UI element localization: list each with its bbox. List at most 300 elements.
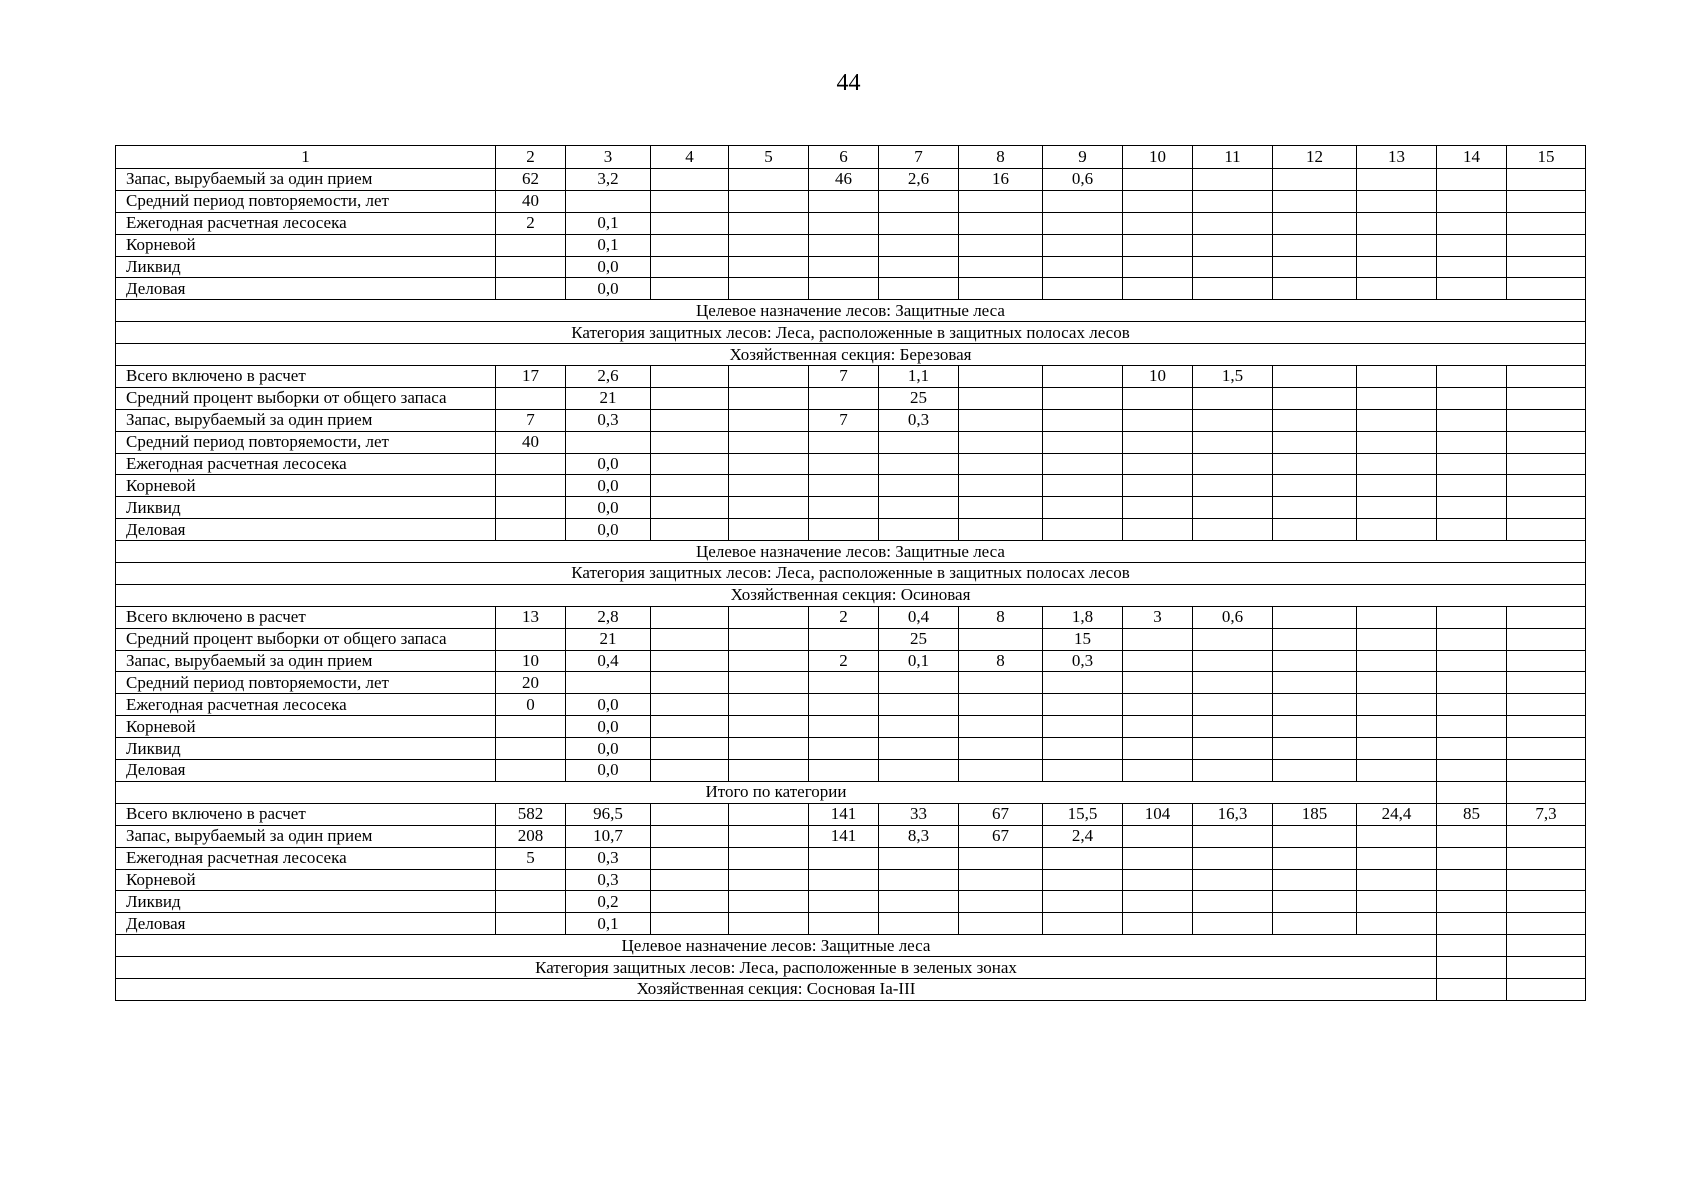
table-cell: 8,3: [879, 825, 959, 847]
table-cell: [729, 234, 809, 256]
table-cell: [1357, 716, 1437, 738]
table-cell: [651, 847, 729, 869]
section-heading: Категория защитных лесов: Леса, расположенные в защитных полосах лесов: [116, 563, 1586, 585]
table-cell: [651, 256, 729, 278]
table-cell: [959, 519, 1043, 541]
table-cell: [1357, 475, 1437, 497]
table-cell: [1437, 169, 1507, 191]
column-number-header: 5: [729, 146, 809, 169]
table-cell: [1357, 650, 1437, 672]
section-heading: Целевое назначение лесов: Защитные леса: [116, 935, 1437, 957]
table-cell: [1193, 760, 1273, 782]
table-cell: [1193, 212, 1273, 234]
table-cell: [1357, 409, 1437, 431]
table-cell: [1273, 825, 1357, 847]
table-row: [116, 169, 1586, 191]
table-cell: [651, 628, 729, 650]
table-cell: [1273, 366, 1357, 388]
table-cell: [651, 650, 729, 672]
table-cell: 0,0: [566, 760, 651, 782]
table-cell: 13: [496, 606, 566, 628]
table-cell: [1357, 366, 1437, 388]
table-cell: 0,3: [566, 847, 651, 869]
table-cell: [1273, 847, 1357, 869]
table-cell: 2,4: [1043, 825, 1123, 847]
table-cell: [1273, 212, 1357, 234]
table-cell: [959, 738, 1043, 760]
table-cell: [1507, 891, 1586, 913]
table-cell: [1357, 278, 1437, 300]
section-heading: Итого по категории: [116, 781, 1437, 803]
table-cell: [879, 760, 959, 782]
table-cell: [651, 409, 729, 431]
table-row: [116, 497, 1586, 519]
row-label: Всего включено в расчет: [116, 606, 496, 628]
table-cell: [1437, 190, 1507, 212]
table-cell: 0: [496, 694, 566, 716]
table-cell: [1043, 387, 1123, 409]
column-number-header: 3: [566, 146, 651, 169]
table-cell: [1357, 453, 1437, 475]
table-row: [116, 847, 1586, 869]
table-cell: [1507, 387, 1586, 409]
table-cell: [1043, 475, 1123, 497]
table-cell: 3: [1123, 606, 1193, 628]
table-cell: 3,2: [566, 169, 651, 191]
table-cell: 0,3: [1043, 650, 1123, 672]
table-cell: [1273, 278, 1357, 300]
table-cell: [1507, 869, 1586, 891]
table-cell: [1507, 694, 1586, 716]
forest-calculation-table: [115, 145, 1586, 1001]
table-cell: [1193, 519, 1273, 541]
row-label: Средний период повторяемости, лет: [116, 672, 496, 694]
row-label: Ежегодная расчетная лесосека: [116, 694, 496, 716]
table-cell: 582: [496, 803, 566, 825]
table-cell: [809, 913, 879, 935]
table-row: [116, 387, 1586, 409]
section-heading-row: [116, 344, 1586, 366]
table-cell: [1437, 847, 1507, 869]
table-cell: [1273, 760, 1357, 782]
section-heading-row: [116, 935, 1586, 957]
table-cell: [809, 694, 879, 716]
table-cell: [1043, 672, 1123, 694]
table-cell: 7: [496, 409, 566, 431]
table-cell: [1437, 760, 1507, 782]
table-cell: 0,1: [879, 650, 959, 672]
table-cell: [959, 387, 1043, 409]
table-cell: [1043, 891, 1123, 913]
column-number-header: 2: [496, 146, 566, 169]
table-row: [116, 475, 1586, 497]
table-cell: [1507, 738, 1586, 760]
column-number-header: 9: [1043, 146, 1123, 169]
table-cell: 40: [496, 190, 566, 212]
table-cell: [809, 519, 879, 541]
table-cell: [1273, 475, 1357, 497]
section-heading-row: [116, 563, 1586, 585]
table-row: [116, 453, 1586, 475]
table-cell: 25: [879, 628, 959, 650]
row-label: Средний процент выборки от общего запаса: [116, 628, 496, 650]
table-cell: [1273, 497, 1357, 519]
table-cell: [496, 869, 566, 891]
section-heading-row: [116, 978, 1586, 1000]
table-cell: [1043, 190, 1123, 212]
table-cell: [1193, 869, 1273, 891]
table-cell: [1437, 606, 1507, 628]
table-cell: [1193, 190, 1273, 212]
table-cell: [809, 387, 879, 409]
table-cell: 0,0: [566, 278, 651, 300]
row-label: Средний период повторяемости, лет: [116, 431, 496, 453]
table-cell: [1357, 738, 1437, 760]
table-cell: [1193, 278, 1273, 300]
table-cell: [1043, 519, 1123, 541]
table-cell: [1437, 694, 1507, 716]
table-row: [116, 913, 1586, 935]
table-cell: [879, 891, 959, 913]
table-cell: [729, 672, 809, 694]
table-cell: [496, 453, 566, 475]
table-cell: [651, 606, 729, 628]
row-label: Корневой: [116, 716, 496, 738]
table-cell: [729, 606, 809, 628]
table-cell: [1437, 387, 1507, 409]
table-cell: 141: [809, 803, 879, 825]
table-cell: [651, 387, 729, 409]
table-cell: [1043, 913, 1123, 935]
table-cell: [496, 760, 566, 782]
row-label: Деловая: [116, 760, 496, 782]
table-cell: [1043, 716, 1123, 738]
table-cell: [1043, 847, 1123, 869]
table-cell: 7,3: [1507, 803, 1586, 825]
table-cell: [879, 913, 959, 935]
table-cell: [1273, 650, 1357, 672]
table-cell: 46: [809, 169, 879, 191]
table-cell: [879, 847, 959, 869]
section-heading: Целевое назначение лесов: Защитные леса: [116, 300, 1586, 322]
table-cell: [729, 913, 809, 935]
table-cell: [1437, 234, 1507, 256]
table-cell: [496, 256, 566, 278]
table-cell: [1507, 169, 1586, 191]
row-label: Ликвид: [116, 738, 496, 760]
table-cell: [1507, 957, 1586, 979]
table-cell: 21: [566, 628, 651, 650]
table-cell: [651, 453, 729, 475]
section-heading: Хозяйственная секция: Березовая: [116, 344, 1586, 366]
table-cell: [1043, 212, 1123, 234]
table-cell: [1507, 935, 1586, 957]
table-cell: [651, 672, 729, 694]
table-row: [116, 694, 1586, 716]
table-cell: [1043, 869, 1123, 891]
table-cell: 10,7: [566, 825, 651, 847]
table-cell: [959, 409, 1043, 431]
table-cell: [651, 212, 729, 234]
table-row: [116, 803, 1586, 825]
table-cell: [729, 409, 809, 431]
table-cell: [1043, 409, 1123, 431]
table-cell: [1273, 606, 1357, 628]
table-cell: [809, 475, 879, 497]
table-row: [116, 409, 1586, 431]
table-cell: [1273, 234, 1357, 256]
table-cell: [1357, 431, 1437, 453]
table-cell: [496, 278, 566, 300]
table-cell: 1,8: [1043, 606, 1123, 628]
table-cell: [1357, 190, 1437, 212]
table-cell: [809, 234, 879, 256]
table-cell: 10: [496, 650, 566, 672]
table-cell: 0,4: [566, 650, 651, 672]
table-cell: [729, 519, 809, 541]
table-cell: [1193, 409, 1273, 431]
table-cell: [1273, 519, 1357, 541]
table-cell: [1123, 234, 1193, 256]
table-cell: [959, 760, 1043, 782]
row-label: Корневой: [116, 234, 496, 256]
table-cell: [1507, 278, 1586, 300]
table-cell: [729, 169, 809, 191]
table-cell: [1357, 694, 1437, 716]
row-label: Ликвид: [116, 891, 496, 913]
table-cell: 0,1: [566, 212, 651, 234]
table-cell: [1507, 978, 1586, 1000]
table-cell: [1123, 190, 1193, 212]
table-cell: [651, 497, 729, 519]
table-cell: [651, 190, 729, 212]
table-cell: 0,0: [566, 694, 651, 716]
table-cell: [1507, 497, 1586, 519]
table-cell: 0,3: [566, 869, 651, 891]
table-cell: [809, 431, 879, 453]
table-cell: 2: [809, 606, 879, 628]
table-cell: [729, 738, 809, 760]
table-cell: [1357, 847, 1437, 869]
table-cell: [1357, 519, 1437, 541]
table-cell: [1437, 738, 1507, 760]
table-cell: [879, 212, 959, 234]
table-cell: [651, 825, 729, 847]
table-cell: [729, 825, 809, 847]
table-cell: [1043, 497, 1123, 519]
table-cell: [729, 760, 809, 782]
table-cell: 67: [959, 825, 1043, 847]
table-cell: [1043, 738, 1123, 760]
table-cell: [959, 278, 1043, 300]
section-heading-row: [116, 541, 1586, 563]
table-cell: [1193, 453, 1273, 475]
table-cell: [729, 475, 809, 497]
table-cell: [959, 190, 1043, 212]
table-cell: [496, 234, 566, 256]
table-cell: [1507, 628, 1586, 650]
table-cell: [1437, 431, 1507, 453]
column-number-header: 12: [1273, 146, 1357, 169]
row-label: Деловая: [116, 278, 496, 300]
table-cell: [729, 453, 809, 475]
table-cell: [651, 475, 729, 497]
table-cell: 0,6: [1043, 169, 1123, 191]
table-cell: 24,4: [1357, 803, 1437, 825]
table-cell: [1437, 716, 1507, 738]
table-cell: [1193, 913, 1273, 935]
table-cell: [496, 387, 566, 409]
table-cell: [959, 234, 1043, 256]
table-cell: [1123, 475, 1193, 497]
row-label: Всего включено в расчет: [116, 803, 496, 825]
table-cell: [1437, 453, 1507, 475]
table-cell: [1507, 366, 1586, 388]
table-cell: [809, 453, 879, 475]
table-cell: [959, 913, 1043, 935]
column-number-header: 8: [959, 146, 1043, 169]
table-cell: [879, 278, 959, 300]
table-cell: [1357, 497, 1437, 519]
table-cell: [879, 672, 959, 694]
table-cell: [959, 256, 1043, 278]
table-cell: [809, 869, 879, 891]
table-cell: 20: [496, 672, 566, 694]
table-cell: [1193, 628, 1273, 650]
table-cell: [879, 475, 959, 497]
table-cell: [1123, 869, 1193, 891]
table-cell: [1357, 256, 1437, 278]
row-label: Средний период повторяемости, лет: [116, 190, 496, 212]
table-cell: [651, 913, 729, 935]
row-label: Корневой: [116, 869, 496, 891]
table-cell: 0,0: [566, 716, 651, 738]
table-cell: [1437, 935, 1507, 957]
table-cell: 17: [496, 366, 566, 388]
table-cell: [1043, 256, 1123, 278]
table-cell: 0,0: [566, 738, 651, 760]
table-cell: [1507, 475, 1586, 497]
column-number-header: 10: [1123, 146, 1193, 169]
table-cell: [1123, 694, 1193, 716]
table-cell: [1123, 913, 1193, 935]
section-heading-row: [116, 781, 1586, 803]
table-cell: [1123, 650, 1193, 672]
table-cell: 0,1: [566, 913, 651, 935]
table-cell: [1357, 891, 1437, 913]
table-row: [116, 278, 1586, 300]
table-row: [116, 366, 1586, 388]
table-cell: [1437, 475, 1507, 497]
table-cell: [1437, 869, 1507, 891]
row-label: Средний процент выборки от общего запаса: [116, 387, 496, 409]
table-row: [116, 519, 1586, 541]
table-cell: 0,4: [879, 606, 959, 628]
table-cell: [1123, 891, 1193, 913]
table-cell: [496, 738, 566, 760]
table-cell: [1193, 650, 1273, 672]
table-cell: [1507, 716, 1586, 738]
table-cell: [651, 891, 729, 913]
table-cell: [959, 453, 1043, 475]
table-cell: [959, 891, 1043, 913]
row-label: Всего включено в расчет: [116, 366, 496, 388]
section-heading-row: [116, 584, 1586, 606]
table-cell: [1507, 650, 1586, 672]
table-row: [116, 190, 1586, 212]
column-number-header: 1: [116, 146, 496, 169]
column-number-header: 14: [1437, 146, 1507, 169]
table-cell: [1273, 628, 1357, 650]
section-heading: Категория защитных лесов: Леса, расположенные в защитных полосах лесов: [116, 322, 1586, 344]
table-cell: [729, 803, 809, 825]
table-cell: [729, 891, 809, 913]
table-cell: [729, 256, 809, 278]
table-cell: [1273, 453, 1357, 475]
table-cell: [651, 519, 729, 541]
table-cell: 0,0: [566, 453, 651, 475]
table-cell: [1193, 234, 1273, 256]
table-cell: [1123, 431, 1193, 453]
table-cell: [729, 387, 809, 409]
table-cell: [1193, 694, 1273, 716]
table-cell: [1437, 212, 1507, 234]
table-cell: 2,6: [566, 366, 651, 388]
row-label: Деловая: [116, 913, 496, 935]
table-cell: [496, 628, 566, 650]
table-cell: [1123, 716, 1193, 738]
table-cell: [1273, 738, 1357, 760]
table-cell: [496, 475, 566, 497]
table-cell: [1123, 387, 1193, 409]
table-cell: [1123, 672, 1193, 694]
table-cell: [809, 672, 879, 694]
table-cell: [1437, 650, 1507, 672]
table-cell: [1507, 212, 1586, 234]
table-cell: [1507, 234, 1586, 256]
table-cell: [1507, 825, 1586, 847]
table-cell: [879, 519, 959, 541]
table-cell: [1273, 891, 1357, 913]
table-cell: [1507, 453, 1586, 475]
table-cell: [1357, 628, 1437, 650]
table-cell: [1507, 256, 1586, 278]
table-cell: [496, 891, 566, 913]
table-cell: 8: [959, 606, 1043, 628]
table-cell: [1193, 716, 1273, 738]
table-cell: [809, 760, 879, 782]
table-cell: [1193, 169, 1273, 191]
table-cell: 0,3: [879, 409, 959, 431]
table-cell: [959, 847, 1043, 869]
table-row: [116, 825, 1586, 847]
table-cell: [959, 716, 1043, 738]
table-cell: [1273, 431, 1357, 453]
table-cell: [1123, 628, 1193, 650]
row-label: Запас, вырубаемый за один прием: [116, 825, 496, 847]
table-cell: [1437, 672, 1507, 694]
table-row: [116, 760, 1586, 782]
table-cell: 10: [1123, 366, 1193, 388]
table-cell: [496, 519, 566, 541]
column-number-header: 6: [809, 146, 879, 169]
table-cell: [1507, 190, 1586, 212]
table-cell: [879, 190, 959, 212]
table-cell: [879, 869, 959, 891]
table-cell: [1123, 519, 1193, 541]
table-cell: [1273, 913, 1357, 935]
table-cell: [1357, 825, 1437, 847]
